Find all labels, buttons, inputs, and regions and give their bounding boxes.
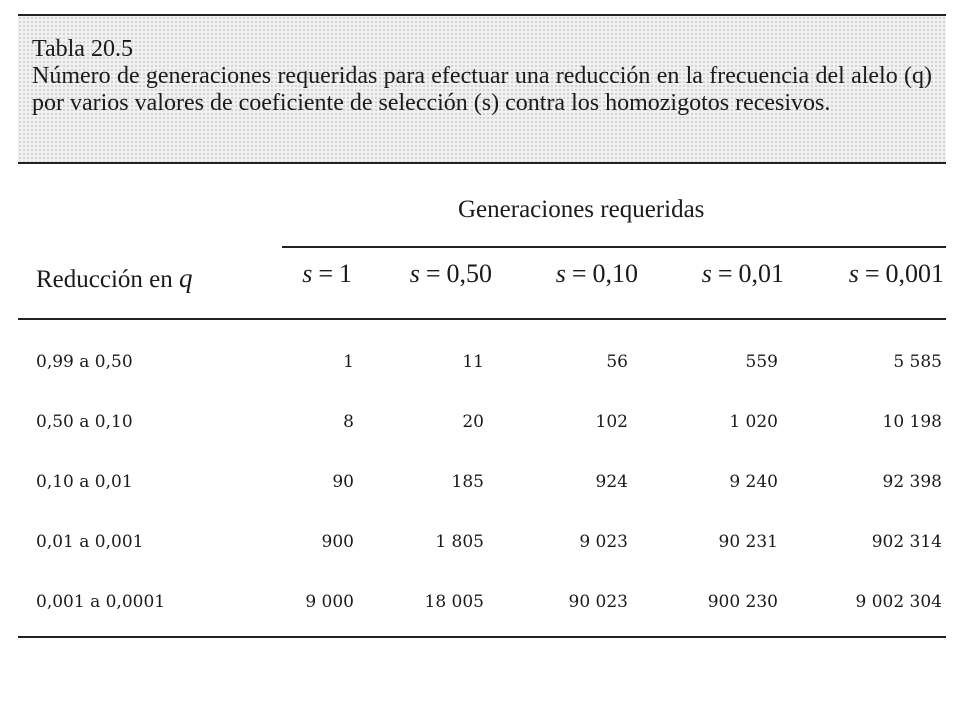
column-header-s-050 [410, 259, 492, 289]
column-header-eq: = [425, 259, 441, 288]
column-header-s-1 [302, 259, 352, 289]
column-header-value: 0,10 [592, 259, 638, 288]
table-cell: 18 005 [424, 592, 484, 612]
table-cell: 90 023 [568, 592, 628, 612]
table-cell: 92 398 [882, 472, 942, 492]
column-group-header: Generaciones requeridas [458, 196, 705, 223]
table-cell: 90 231 [718, 532, 778, 552]
table-cell: 20 [462, 412, 484, 432]
bottom-rule [18, 636, 946, 638]
table-description: Número de generaciones requeridas para efectuar una reducción en la frecuencia del alelo (q) por varios valores de coeficiente de selección (s) contra los homozigotos recesivos. [32, 63, 932, 116]
row-header-text: Reducción en [36, 266, 173, 293]
table-cell: 900 [321, 532, 354, 552]
column-header-value: 0,50 [446, 259, 492, 288]
column-header-value: 1 [339, 259, 352, 288]
table-cell: 9 000 [305, 592, 354, 612]
table-cell: 902 314 [871, 532, 942, 552]
table-cell: 900 230 [707, 592, 778, 612]
row-label: 0,001 a 0,0001 [36, 592, 166, 612]
row-label: 0,99 a 0,50 [36, 352, 133, 372]
header-rule [18, 318, 946, 320]
column-header-var: s [848, 259, 859, 288]
column-header-s-010 [556, 259, 638, 289]
table-cell: 9 240 [729, 472, 778, 492]
row-label: 0,10 a 0,01 [36, 472, 133, 492]
column-header-var: s [701, 259, 712, 288]
column-header-s-001 [702, 259, 784, 289]
table-cell: 185 [451, 472, 484, 492]
row-header [36, 263, 193, 294]
column-header-s-0001 [849, 259, 944, 289]
column-header-value: 0,001 [885, 259, 944, 288]
column-header-var: s [409, 259, 420, 288]
column-header-eq: = [717, 259, 733, 288]
row-label: 0,01 a 0,001 [36, 532, 144, 552]
column-header-eq: = [318, 259, 333, 288]
table-cell: 56 [606, 352, 628, 372]
group-header-rule [282, 246, 946, 248]
column-header-eq: = [571, 259, 587, 288]
table-cell: 11 [462, 352, 484, 372]
table-cell: 10 198 [882, 412, 942, 432]
table-cell: 102 [595, 412, 628, 432]
table-cell: 1 020 [729, 412, 778, 432]
table-cell: 1 [343, 352, 354, 372]
table-cell: 8 [343, 412, 354, 432]
table-caption [18, 14, 946, 164]
column-header-eq: = [864, 259, 880, 288]
column-header-value: 0,01 [738, 259, 784, 288]
table-cell: 559 [745, 352, 778, 372]
table-cell: 1 805 [435, 532, 484, 552]
table-cell: 5 585 [893, 352, 942, 372]
row-label: 0,50 a 0,10 [36, 412, 133, 432]
table-cell: 924 [595, 472, 628, 492]
column-header-var: s [302, 259, 313, 288]
table-cell: 9 002 304 [855, 592, 942, 612]
table-cell: 90 [332, 472, 354, 492]
table-title: Tabla 20.5 [32, 36, 133, 62]
table-cell: 9 023 [579, 532, 628, 552]
column-header-var: s [555, 259, 566, 288]
row-header-variable: q [179, 263, 193, 293]
